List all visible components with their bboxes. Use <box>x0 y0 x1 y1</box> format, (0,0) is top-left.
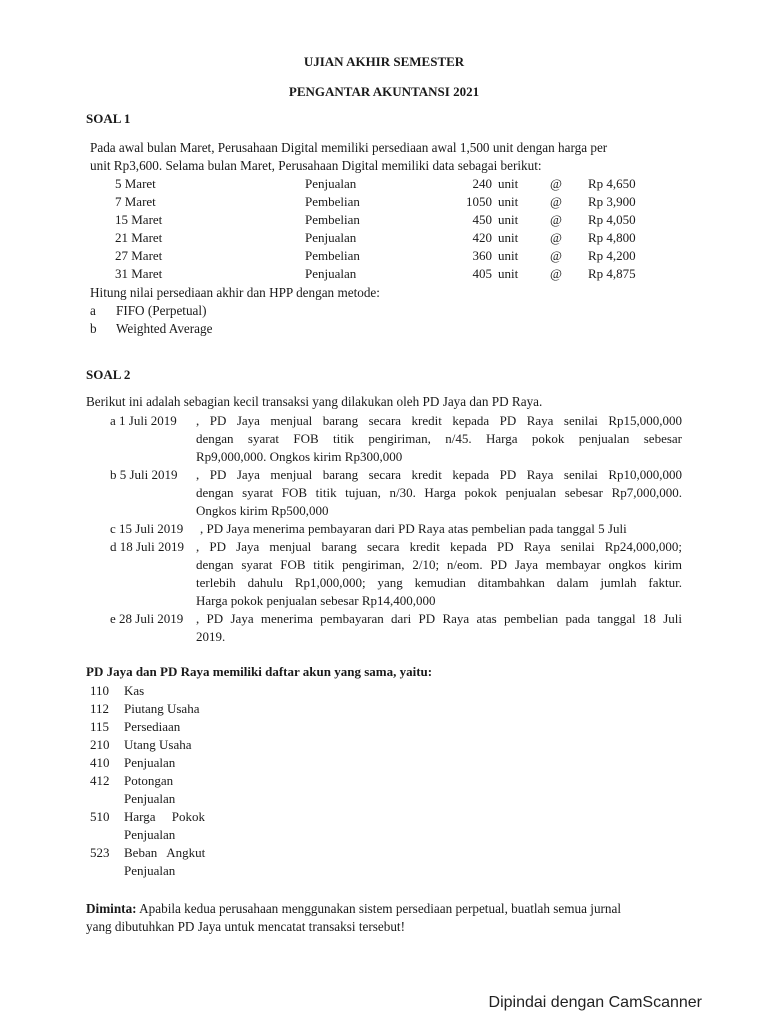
transaction-line: 2019. <box>196 629 226 644</box>
row-type: Pembelian <box>305 194 360 209</box>
transaction-line: , PD Jaya menerima pembayaran dari PD Raya atas pembelian pada tanggal 18 Juli <box>196 611 682 626</box>
row-type: Penjualan <box>305 176 357 191</box>
row-price: Rp 4,875 <box>588 266 636 281</box>
transaction-line: , PD Jaya menerima pembayaran dari PD Raya atas pembelian pada tanggal 5 Juli <box>200 521 627 536</box>
account-code: 115 <box>90 719 110 734</box>
row-date: 21 Maret <box>115 230 163 245</box>
row-qty: 450 <box>472 212 492 227</box>
account-name: Harga Pokok <box>124 809 206 824</box>
transaction-line: terlebih dahulu Rp1,000,000; yang kemudian ditambahkan dalam jumlah faktur. <box>196 575 682 590</box>
soal2-heading: SOAL 2 <box>86 367 131 382</box>
row-qty: 240 <box>472 176 492 191</box>
transaction-label: a 1 Juli 2019 <box>110 413 177 428</box>
row-date: 7 Maret <box>115 194 156 209</box>
account-code: 410 <box>90 755 110 770</box>
transaction-label: c 15 Juli 2019 <box>110 521 184 536</box>
transaction-line: , PD Jaya menjual barang secara kredit kepada PD Raya senilai Rp15,000,000 <box>196 413 682 428</box>
account-code: 510 <box>90 809 110 824</box>
row-unit: unit <box>498 212 519 227</box>
transaction-line: Rp9,000,000. Ongkos kirim Rp300,000 <box>196 449 403 464</box>
account-code: 210 <box>90 737 110 752</box>
row-price: Rp 4,050 <box>588 212 636 227</box>
transaction-label: d 18 Juli 2019 <box>110 539 185 554</box>
account-name: Beban Angkut <box>124 845 206 860</box>
row-qty: 420 <box>472 230 492 245</box>
transaction-line: dengan syarat FOB titik pengiriman, n/45. Harga pokok penjualan sebesar <box>196 431 682 446</box>
row-price: Rp 3,900 <box>588 194 636 209</box>
account-name: Utang Usaha <box>124 737 192 752</box>
row-at: @ <box>550 176 562 191</box>
table-row <box>0 194 768 212</box>
row-price: Rp 4,800 <box>588 230 636 245</box>
account-name: Piutang Usaha <box>124 701 200 716</box>
diminta-line2: yang dibutuhkan PD Jaya untuk mencatat transaksi tersebut! <box>86 919 405 934</box>
account-code: 523 <box>90 845 110 860</box>
row-type: Penjualan <box>305 230 357 245</box>
row-date: 27 Maret <box>115 248 163 263</box>
row-unit: unit <box>498 248 519 263</box>
row-unit: unit <box>498 230 519 245</box>
option-text: Weighted Average <box>116 321 213 336</box>
table-row <box>0 266 768 284</box>
row-unit: unit <box>498 194 519 209</box>
row-price: Rp 4,200 <box>588 248 636 263</box>
row-at: @ <box>550 230 562 245</box>
transaction-line: , PD Jaya menjual barang secara kredit kepada PD Raya senilai Rp24,000,000; <box>196 539 682 554</box>
course-title: PENGANTAR AKUNTANSI 2021 <box>288 84 480 99</box>
option-letter: a <box>90 303 96 318</box>
diminta-label: Diminta: <box>86 901 137 916</box>
account-name: Potongan <box>124 773 174 788</box>
soal2-intro: Berikut ini adalah sebagian kecil transaksi yang dilakukan oleh PD Jaya dan PD Raya. <box>86 394 543 409</box>
diminta-text: Apabila kedua perusahaan menggunakan sistem persediaan perpetual, buatlah semua jurnal <box>139 901 622 916</box>
soal1-heading: SOAL 1 <box>86 111 131 126</box>
diminta-line1 <box>86 900 621 918</box>
account-code: 412 <box>90 773 110 788</box>
transaction-label: e 28 Juli 2019 <box>110 611 184 626</box>
account-name: Persediaan <box>124 719 181 734</box>
table-row <box>0 212 768 230</box>
account-name: Kas <box>124 683 145 698</box>
row-unit: unit <box>498 176 519 191</box>
row-at: @ <box>550 248 562 263</box>
account-name-continued: Penjualan <box>124 827 176 842</box>
row-date: 5 Maret <box>115 176 156 191</box>
soal1-intro-line2: unit Rp3,600. Selama bulan Maret, Perusahaan Digital memiliki data sebagai berikut: <box>90 158 542 173</box>
transaction-line: dengan syarat FOB titik tujuan, n/30. Harga pokok penjualan sebesar Rp7,000,000. <box>196 485 682 500</box>
row-date: 15 Maret <box>115 212 163 227</box>
soal1-question: Hitung nilai persediaan akhir dan HPP dengan metode: <box>90 285 380 300</box>
table-row <box>0 176 768 194</box>
row-type: Pembelian <box>305 212 360 227</box>
row-at: @ <box>550 266 562 281</box>
account-code: 110 <box>90 683 110 698</box>
option-letter: b <box>90 321 97 336</box>
account-name-continued: Penjualan <box>124 791 176 806</box>
account-name-continued: Penjualan <box>124 863 176 878</box>
row-at: @ <box>550 212 562 227</box>
row-qty: 360 <box>472 248 492 263</box>
row-qty: 1050 <box>466 194 492 209</box>
row-type: Penjualan <box>305 266 357 281</box>
account-code: 112 <box>90 701 110 716</box>
table-row <box>0 248 768 266</box>
exam-title: UJIAN AKHIR SEMESTER <box>303 54 465 69</box>
row-qty: 405 <box>472 266 492 281</box>
transaction-label: b 5 Juli 2019 <box>110 467 178 482</box>
row-type: Pembelian <box>305 248 360 263</box>
camscanner-watermark: Dipindai dengan CamScanner <box>488 994 702 1011</box>
soal1-intro-line1: Pada awal bulan Maret, Perusahaan Digital memiliki persediaan awal 1,500 unit dengan harga per <box>90 140 608 155</box>
row-date: 31 Maret <box>115 266 163 281</box>
table-row <box>0 230 768 248</box>
row-at: @ <box>550 194 562 209</box>
transaction-line: Ongkos kirim Rp500,000 <box>196 503 329 518</box>
accounts-heading: PD Jaya dan PD Raya memiliki daftar akun yang sama, yaitu: <box>86 664 433 679</box>
transaction-line: Harga pokok penjualan sebesar Rp14,400,000 <box>196 593 436 608</box>
row-price: Rp 4,650 <box>588 176 636 191</box>
row-unit: unit <box>498 266 519 281</box>
account-name: Penjualan <box>124 755 176 770</box>
transaction-line: , PD Jaya menjual barang secara kredit kepada PD Raya senilai Rp10,000,000 <box>196 467 682 482</box>
option-text: FIFO (Perpetual) <box>116 303 207 318</box>
transaction-line: dengan syarat FOB titik pengiriman, 2/10; n/eom. PD Jaya membayar ongkos kirim <box>196 557 682 572</box>
